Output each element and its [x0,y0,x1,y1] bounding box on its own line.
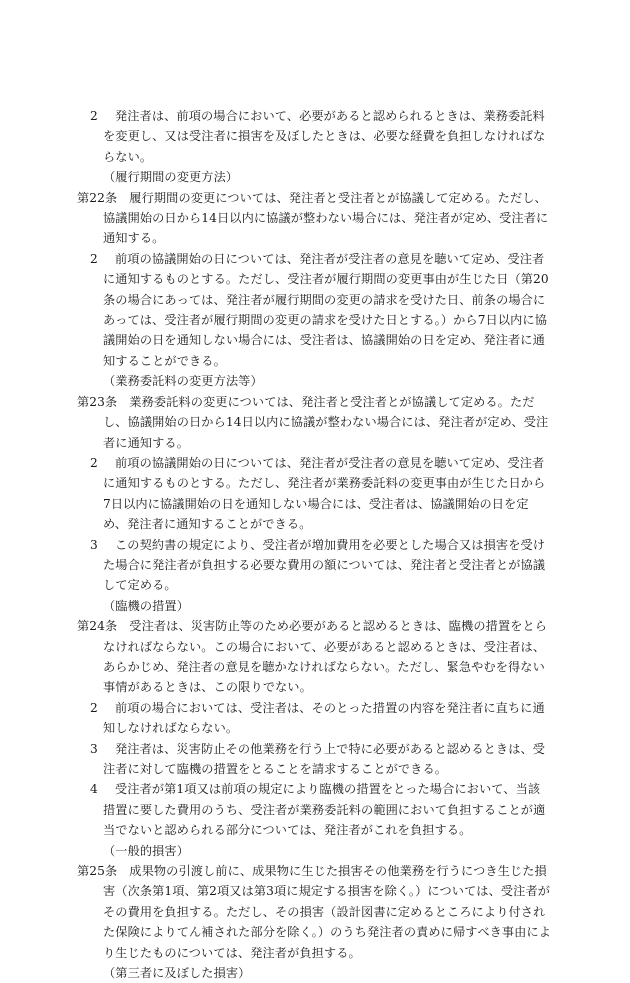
section-heading: （第三者に及ぼした損害） [103,966,251,981]
paragraph-22-2 [90,249,552,371]
paragraph-23-3 [90,535,552,596]
article-number: 第22条 [77,190,118,205]
paragraph-number: 3 [90,741,98,756]
article-text: 受注者は、災害防止等のため必要があると認めるときは、臨機の措置をとらなければならない。この場合において、必要があると認めるときは、受注者は、あらかじめ、発注者の意見を聴かなければならない。ただし、緊急やむを得ない事情があるときは、この限りでない。 [103,619,548,695]
paragraph-text: 発注者は、前項の場合において、必要があると認められるときは、業務委託料を変更し、又は受注者に損害を及ぼしたときは、必要な経費を負担しなければならない。 [103,109,546,164]
article-number: 第23条 [77,394,118,409]
article-number: 第25条 [77,864,118,879]
paragraph-number: 2 [90,455,98,470]
paragraph-text: 前項の協議開始の日については、発注者が受注者の意見を聴いて定め、受注者に通知するものとする。ただし、発注者が業務委託料の変更事由が生じた日から7日以内に協議開始の日を通知しない場合には、受注者は、協議開始の日を定め、発注者に通知することができる。 [103,455,546,532]
paragraph-text: 受注者が第1項又は前項の規定により臨機の措置をとった場合において、当該措置に要した費用のうち、受注者が業務委託料の範囲において負担することが適当でないと認められる部分については、発注者がこれを負担する。 [103,782,546,838]
article-text: 業務委託料の変更については、発注者と受注者とが協議して定める。ただし、協議開始の日から14日以内に協議が整わない場合には、発注者が定め、受注者に通知する。 [103,394,549,450]
section-heading: （業務委託料の変更方法等） [103,374,263,389]
article-25 [77,861,552,963]
section-heading: （一般的損害） [103,843,190,858]
article-22 [77,188,552,249]
article-24 [77,616,552,698]
paragraph-text: 発注者は、災害防止その他業務を行う上で特に必要があると認めるときは、受注者に対して臨機の措置をとることを請求することができる。 [103,741,546,776]
paragraph-23-2 [90,453,552,535]
article-text: 成果物の引渡し前に、成果物に生じた損害その他業務を行うにつき生じた損害（次条第1項、第2項又は第3項に規定する損害を除く。）については、受注者がその費用を負担する。ただし、その損害（設計図書に定めるところにより付された保険によりてん補された部分を除く。）のうち発注者の責めに帰すべき事由により生じたものについては、発注者が負担する。 [103,864,552,960]
section-heading: （臨機の措置） [103,598,190,613]
paragraph-24-3 [90,739,552,780]
paragraph-text: 前項の場合においては、受注者は、そのとった措置の内容を発注者に直ちに通知しなければならない。 [103,700,545,736]
paragraph-24-2 [90,698,552,739]
paragraph-number: 2 [90,700,98,715]
document-body [77,106,552,983]
paragraph-number: 3 [90,537,98,552]
paragraph-24-4 [90,779,552,840]
article-text: 履行期間の変更については、発注者と受注者とが協議して定める。ただし、協議開始の日から14日以内に協議が整わない場合には、発注者が定め、受注者に通知する。 [103,190,549,246]
paragraph-text: この契約書の規定により、受注者が増加費用を必要とした場合又は損害を受けた場合に発注者が負担する必要な費用の額については、発注者と受注者とが協議して定める。 [103,537,546,593]
article-23 [77,392,552,453]
paragraph-number: 4 [90,782,98,797]
paragraph-21-2 [90,106,552,167]
paragraph-text: 前項の協議開始の日については、発注者が受注者の意見を聴いて定め、受注者に通知するものとする。ただし、受注者が履行期間の変更事由が生じた日（第20条の場合にあっては、発注者が履行期間の変更の請求を受けた日、前条の場合にあっては、受注者が履行期間の変更の請求を受けた日とする。）から7日以内に協議開始の日を通知しない場合には、受注者は、協議開始の日を定め、発注者に通知することができる。 [103,251,549,368]
article-number: 第24条 [77,619,118,634]
section-heading: （履行期間の変更方法） [103,170,239,185]
paragraph-number: 2 [90,251,98,266]
paragraph-number: 2 [90,109,98,123]
